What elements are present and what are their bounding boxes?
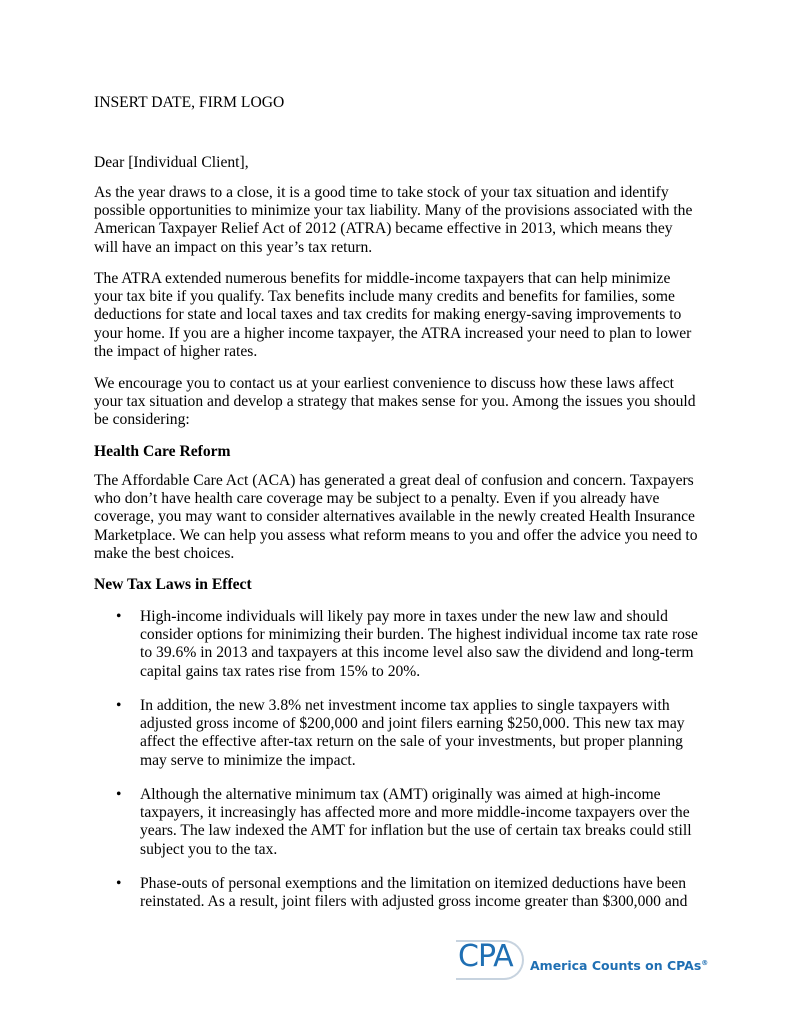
cpa-logo: [456, 939, 709, 980]
header-placeholder: INSERT DATE, FIRM LOGO: [94, 94, 285, 111]
list-item: [116, 786, 700, 859]
bullet-icon: •: [116, 608, 122, 625]
bullet-icon: •: [116, 875, 122, 892]
contact-paragraph: We encourage you to contact us at your earliest convenience to discuss how these laws affect your tax situation and develop a strategy that makes sense for you. Among the issues you should be considering:: [94, 375, 696, 429]
list-item: [116, 875, 700, 911]
intro-paragraph: As the year draws to a close, it is a good time to take stock of your tax situation and identify possible opportunities to minimize your tax liability. Many of the provisions associated with the American Taxpayer Relief Act of 2012 (ATRA) became effective in 2013, which means they will have an impact on this year’s tax return.: [94, 184, 693, 256]
atra-paragraph: The ATRA extended numerous benefits for middle-income taxpayers that can help minimize your tax bite if you qualify. Tax benefits include many credits and benefits for families, some deductions for state and local taxes and tax credits for making energy-saving improvements to your home. If you are a higher income taxpayer, the ATRA increased your need to plan to lower the impact of higher rates.: [94, 270, 692, 360]
list-item: [116, 608, 700, 681]
health-care-paragraph: The Affordable Care Act (ACA) has generated a great deal of confusion and concern. Taxpayers who don’t have health care coverage may be subject to a penalty. Even if you already have coverage, you may want to consider alternatives available in the newly created Health Insurance Marketplace. We can help you assess what reform means to you and offer the advice you need to make the best choices.: [94, 472, 698, 562]
tax-laws-heading: New Tax Laws in Effect: [94, 576, 252, 593]
tagline-text: America Counts on CPAs: [530, 958, 702, 974]
list-item-text: Although the alternative minimum tax (AMT) originally was aimed at high-income taxpayers, it increasingly has affected more and more middle-income taxpayers over the years. The law indexed the AMT for inflation but the use of certain tax breaks could still subject you to the tax.: [140, 786, 692, 858]
salutation: Dear [Individual Client],: [94, 154, 249, 171]
bullet-icon: •: [116, 786, 122, 803]
list-item-text: In addition, the new 3.8% net investment income tax applies to single taxpayers with adjusted gross income of $200,000 and joint filers earning $250,000. This new tax may affect the effective after-tax return on the sale of your investments, but proper planning may serve to minimize the impact.: [140, 697, 685, 769]
health-care-heading: Health Care Reform: [94, 443, 231, 460]
list-item-text: Phase-outs of personal exemptions and the limitation on itemized deductions have been reinstated. As a result, joint filers with adjusted gross income greater than $300,000 and: [140, 875, 688, 911]
registered-mark: ®: [701, 959, 709, 967]
list-item-text: High-income individuals will likely pay more in taxes under the new law and should consider options for minimizing their burden. The highest individual income tax rate rose to 39.6% in 2013 and taxpayers at this income level also saw the dividend and long-term capital gains tax rates rise from 15% to 20%.: [140, 608, 698, 680]
logo-mark: CPA: [458, 939, 513, 974]
bullet-icon: •: [116, 697, 122, 714]
logo-tagline: [530, 954, 708, 975]
list-item: [116, 697, 700, 770]
